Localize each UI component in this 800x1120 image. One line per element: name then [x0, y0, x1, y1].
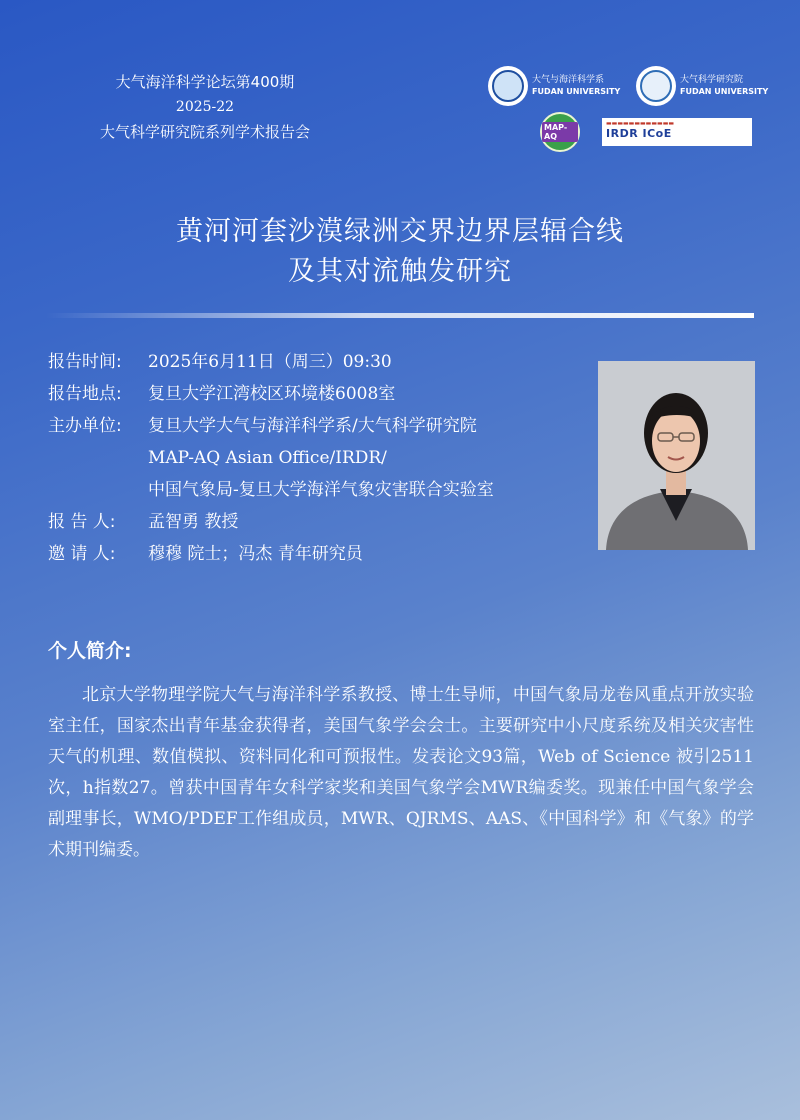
- map-aq-logo: [540, 112, 580, 152]
- irdr-text: IRDR ICoE: [606, 127, 672, 140]
- info-label: 邀 请 人:: [48, 544, 116, 564]
- info-row-inviter: [48, 538, 588, 570]
- info-label: 报告地点:: [48, 384, 122, 404]
- bio-text: 北京大学物理学院大气与海洋科学系教授、博士生导师，中国气象局龙卷风重点开放实验室主任，国家杰出青年基金获得者，美国气象学会会士。主要研究中小尺度系统及相关灾害性天气的机理、数值模拟、资料同化和可预报性。发表论文93篇，Web of Science 被引2511次，h指数27。曾获中国青年女科学家奖和美国气象学会MWR编委奖。现兼任中国气象学会副理事长，WMO/PDEF工作组成员，MWR、QJRMS、AAS、《中国科学》和《气象》的学术期刊编委。: [48, 685, 754, 860]
- info-value: 复旦大学江湾校区环境楼6008室: [148, 384, 396, 404]
- irdr-stripe-icon: ▬▬▬▬▬▬▬▬▬▬▬▬: [606, 120, 675, 127]
- info-value: 复旦大学大气与海洋科学系/大气科学研究院: [148, 416, 477, 436]
- logo-cn-text: 大气与海洋科学系: [532, 75, 605, 85]
- info-value: MAP-AQ Asian Office/IRDR/: [148, 448, 387, 468]
- title-divider: [46, 313, 754, 318]
- logo-group: [488, 64, 778, 154]
- logo-en-text: FUDAN UNIVERSITY: [532, 87, 621, 96]
- info-value: 中国气象局-复旦大学海洋气象灾害联合实验室: [148, 480, 494, 500]
- info-row-location: [48, 378, 588, 410]
- info-row-host-3: [48, 474, 588, 506]
- talk-title: [0, 212, 800, 292]
- info-block: [48, 346, 588, 570]
- irdr-icoe-logo: [602, 118, 752, 146]
- talk-title-line-1: 黄河河套沙漠绿洲交界边界层辐合线: [176, 216, 624, 247]
- info-row-host: [48, 410, 588, 442]
- talk-title-line-2: 及其对流触发研究: [288, 256, 512, 287]
- fudan-institute-logo: [636, 66, 768, 106]
- info-row-time: [48, 346, 588, 378]
- speaker-portrait-icon: [598, 361, 755, 550]
- info-row-host-2: [48, 442, 588, 474]
- info-label: 主办单位:: [48, 416, 122, 436]
- seal-icon: [488, 66, 528, 106]
- info-value: 穆穆 院士；冯杰 青年研究员: [148, 544, 363, 564]
- info-label: 报 告 人:: [48, 512, 116, 532]
- info-label: [48, 442, 148, 474]
- fudan-dept-logo: [488, 66, 620, 106]
- speaker-photo: [598, 361, 755, 550]
- info-value: 2025年6月11日（周三）09:30: [148, 352, 392, 372]
- issue-number: 2025-22: [175, 99, 235, 115]
- logo-cn-text: 大气科学研究院: [680, 75, 744, 85]
- forum-header: [60, 70, 350, 145]
- info-label: 报告时间:: [48, 352, 122, 372]
- seal-icon: [636, 66, 676, 106]
- bio-heading: 个人简介:: [48, 640, 132, 662]
- logo-en-text: FUDAN UNIVERSITY: [680, 87, 769, 96]
- info-value: 孟智勇 教授: [148, 512, 239, 532]
- info-row-speaker: [48, 506, 588, 538]
- forum-line: 大气海洋科学论坛第400期: [115, 73, 295, 91]
- map-aq-text: MAP-AQ: [542, 122, 578, 142]
- series-line: 大气科学研究院系列学术报告会: [99, 123, 310, 141]
- info-label: [48, 474, 148, 506]
